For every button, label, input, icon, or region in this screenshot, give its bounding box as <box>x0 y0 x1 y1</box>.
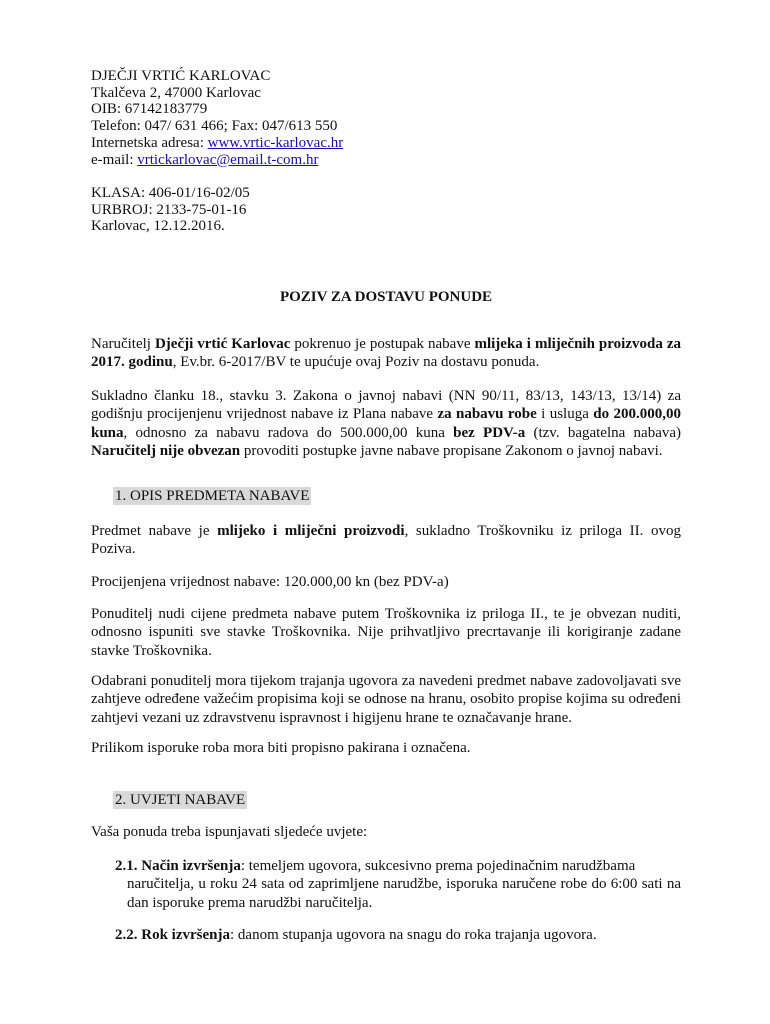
condition-2-1-continuation: naručitelja, u roku 24 sata od zaprimljene narudžbe, isporuka naručene robe do 6:00 sati na dan isporuke prema narudžbi naručitelja. <box>127 876 681 911</box>
place-date: Karlovac, 12.12.2016. <box>91 218 225 235</box>
email-link[interactable]: vrtickarlovac@email.t-com.hr <box>137 151 319 168</box>
institution-phone: Telefon: 047/ 631 466; Fax: 047/613 550 <box>91 118 338 135</box>
condition-2-1-text: : temeljem ugovora, sukcesivno prema pojedinačnim narudžbama <box>240 858 636 874</box>
institution-oib: OIB: 67142183779 <box>91 101 208 118</box>
condition-2-2 <box>115 926 681 944</box>
document-title: POZIV ZA DOSTAVU PONUDE <box>279 289 493 305</box>
section-2-paragraph-1: Vaša ponuda treba ispunjavati sljedeće uvjete: <box>91 824 368 840</box>
intro-text-3: , Ev.br. 6-2017/BV te upućuje ovaj Poziv na dostavu ponuda. <box>172 354 540 371</box>
section-1-paragraph-5: Prilikom isporuke roba mora biti propisno pakirana i označena. <box>91 740 471 756</box>
web-label: Internetska adresa: <box>91 134 208 151</box>
condition-2-2-text: : danom stupanja ugovora na snagu do roka trajanja ugovora. <box>230 927 597 943</box>
s1-bold-1: mlijeko i mliječni proizvodi <box>217 523 405 539</box>
klasa: KLASA: 406-01/16-02/05 <box>91 185 250 201</box>
law-text-1: Sukladno članku 18., stavku 3. Zakona o javnoj nabavi (NN 90/11, 83/13, 143/13, 13/14) za godišnju procijenjenu vrijednost nabave iz Plana nabave <box>91 388 681 423</box>
web-link[interactable]: www.vrtic-karlovac.hr <box>207 134 344 151</box>
section-1-paragraph-3: Ponuditelj nudi cijene predmeta nabave putem Troškovnika iz priloga II., te je obvezan nuditi, odnosno ispuniti sve stavke Troškovnika. Nije prihvatljivo precrtavanje ili korigiranje zadane stavke Troškovnika. <box>91 606 681 659</box>
intro-text-1: Naručitelj <box>91 336 155 352</box>
condition-2-1 <box>115 857 681 912</box>
institution-name: DJEČJI VRTIĆ KARLOVAC <box>91 68 271 84</box>
institution-web <box>91 135 343 152</box>
law-text-3: , odnosno za nabavu radova do 500.000,00 kuna <box>123 424 454 441</box>
institution-email <box>91 152 343 169</box>
condition-2-1-label: 2.1. Način izvršenja <box>115 858 241 874</box>
intro-bold-2: mlijeka i mliječnih proizvoda za 2017. godinu <box>91 336 681 371</box>
condition-2-2-label: 2.2. Rok izvršenja <box>115 927 230 943</box>
email-label: e-mail: <box>91 151 138 168</box>
sender-header <box>91 68 343 168</box>
section-1-heading: 1. OPIS PREDMETA NABAVE <box>115 488 310 504</box>
law-bold-1: za nabavu robe <box>437 406 537 423</box>
document-meta <box>91 185 250 235</box>
urbroj: URBROJ: 2133-75-01-16 <box>91 201 247 218</box>
section-1-paragraph-4: Odabrani ponuditelj mora tijekom trajanja ugovora za navedeni predmet nabave zadovoljavati sve zahtjeve određene važećim propisima koji se odnose na hranu, osobito propise kojima su određeni zahtjevi vezani uz zdravstvenu ispravnost i higijenu hrane te označavanje hrane. <box>91 673 681 726</box>
section-1-paragraph-1 <box>91 522 681 559</box>
law-text-5: provoditi postupke javne nabave propisane Zakonom o javnoj nabavi. <box>240 442 663 459</box>
law-text-4: (tzv. bagatelna nabava) <box>525 424 681 441</box>
law-bold-3: bez PDV-a <box>453 424 526 441</box>
s1-text-1: Predmet nabave je <box>91 523 218 539</box>
law-bold-4: Naručitelj nije obvezan <box>91 442 241 459</box>
s1-text-2: , sukladno Troškovniku iz priloga II. ovog Poziva. <box>91 523 681 558</box>
intro-paragraph <box>91 335 681 372</box>
law-paragraph <box>91 387 681 460</box>
law-bold-2: do 200.000,00 kuna <box>91 406 681 441</box>
intro-bold-1: Dječji vrtić Karlovac <box>154 336 291 352</box>
section-1-paragraph-2: Procijenjena vrijednost nabave: 120.000,00 kn (bez PDV-a) <box>91 574 449 590</box>
law-text-2: i usluga <box>536 406 594 423</box>
intro-text-2: pokrenuo je postupak nabave <box>290 336 475 352</box>
institution-address: Tkalčeva 2, 47000 Karlovac <box>91 84 261 101</box>
section-2-heading: 2. UVJETI NABAVE <box>115 792 246 808</box>
